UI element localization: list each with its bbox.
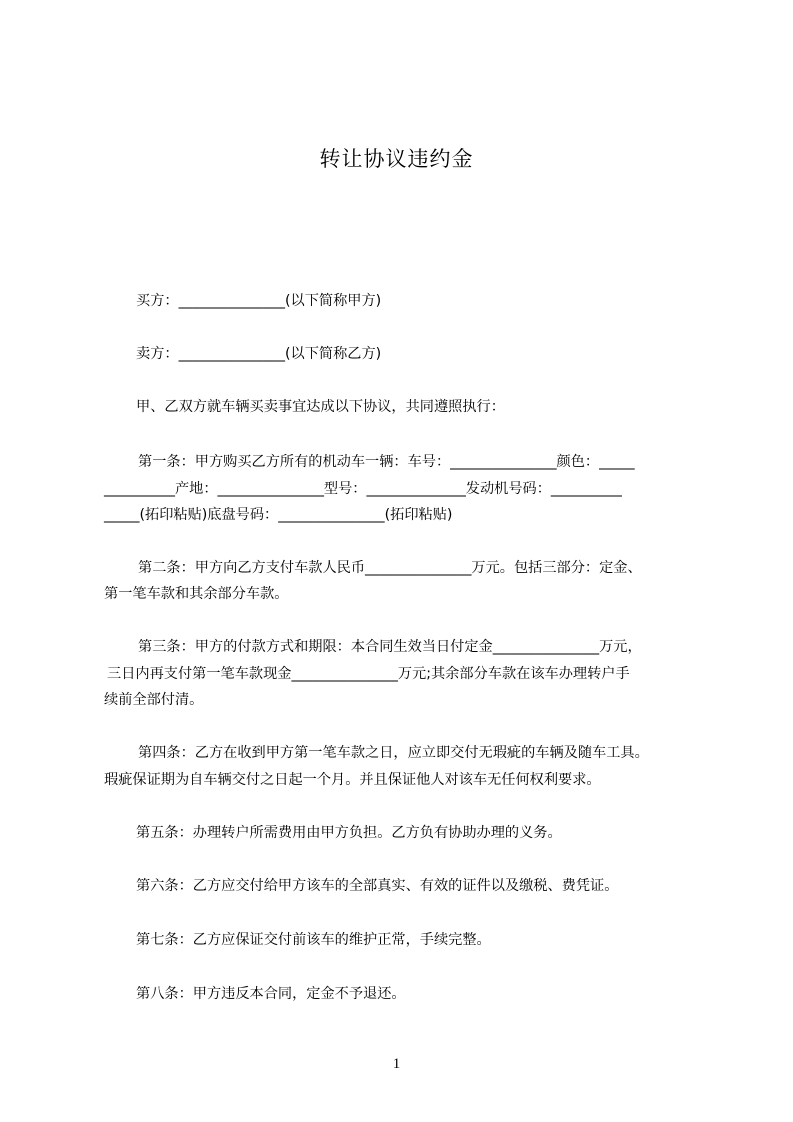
seller-line: 卖方：_______________(以下简称乙方) [136, 346, 382, 362]
article-8-line: 第八条：甲方违反本合同，定金不予退还。 [136, 986, 406, 1002]
page-title: 转让协议违约金 [319, 147, 474, 171]
article-1-line-3: _____(拓印粘贴)底盘号码：_______________(拓印粘贴) [104, 507, 453, 523]
article-7-line: 第七条：乙方应保证交付前该车的维护正常，手续完整。 [136, 932, 491, 948]
article-2-line-1: 第二条：甲方向乙方支付车款人民币_______________万元。包括三部分：定金、 [138, 560, 642, 576]
article-4-line-1: 第四条：乙方在收到甲方第一笔车款之日，应立即交付无瑕疵的车辆及随车工具。 [138, 745, 649, 761]
article-3-line-2: 三日内再支付第一笔车款现金_______________万元;其余部分车款在该车办理转户手 [107, 666, 630, 682]
page-number: 1 [392, 1056, 401, 1072]
article-1-line-2: __________产地：_______________型号：______________发动机号码：__________ [104, 481, 622, 497]
article-3-line-3: 续前全部付清。 [104, 692, 204, 708]
article-6-line: 第六条：乙方应交付给甲方该车的全部真实、有效的证件以及缴税、费凭证。 [136, 878, 619, 894]
article-5-line: 第五条：办理转户所需费用由甲方负担。乙方负有协助办理的义务。 [136, 825, 562, 841]
article-1-line-1: 第一条：甲方购买乙方所有的机动车一辆：车号：_______________颜色：_____ [138, 454, 635, 470]
article-2-line-2: 第一笔车款和其余部分车款。 [104, 586, 289, 602]
article-4-line-2: 瑕疵保证期为自车辆交付之日起一个月。并且保证他人对该车无任何权利要求。 [104, 772, 601, 788]
buyer-line: 买方：_______________(以下简称甲方) [136, 293, 382, 309]
article-3-line-1: 第三条：甲方的付款方式和期限：本合同生效当日付定金_______________万元， [138, 639, 642, 655]
intro-line: 甲、乙双方就车辆买卖事宜达成以下协议，共同遵照执行： [136, 399, 505, 415]
